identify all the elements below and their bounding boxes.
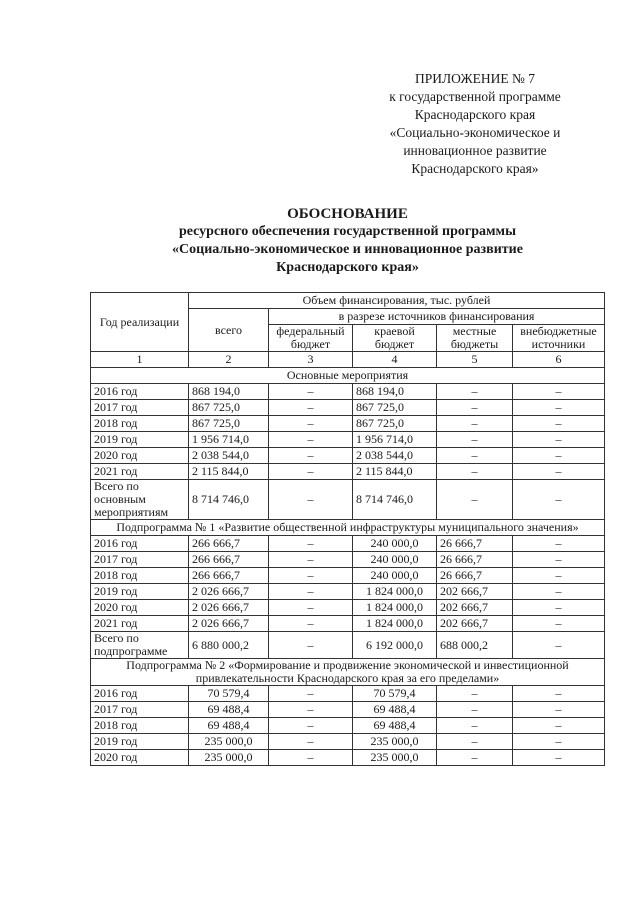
table-row xyxy=(91,734,605,750)
extra-cell: – xyxy=(513,416,605,432)
local-cell: 688 000,2 xyxy=(437,632,513,659)
col-number: 2 xyxy=(189,352,269,368)
year-cell: 2020 год xyxy=(91,600,189,616)
extra-cell: – xyxy=(513,384,605,400)
regional-cell: 2 038 544,0 xyxy=(353,448,437,464)
year-cell: 2018 год xyxy=(91,718,189,734)
extra-cell: – xyxy=(513,432,605,448)
total-cell: 266 666,7 xyxy=(189,568,269,584)
federal-cell: – xyxy=(269,750,353,766)
regional-cell: 1 824 000,0 xyxy=(353,584,437,600)
extra-cell: – xyxy=(513,734,605,750)
year-cell: 2019 год xyxy=(91,584,189,600)
extra-cell: – xyxy=(513,718,605,734)
extra-cell: – xyxy=(513,616,605,632)
table-row xyxy=(91,584,605,600)
regional-cell: 240 000,0 xyxy=(353,568,437,584)
regional-cell: 69 488,4 xyxy=(353,718,437,734)
table-row xyxy=(91,750,605,766)
total-row xyxy=(91,480,605,520)
regional-cell: 8 714 746,0 xyxy=(353,480,437,520)
year-cell: 2018 год xyxy=(91,416,189,432)
col-number: 1 xyxy=(91,352,189,368)
extra-cell: – xyxy=(513,480,605,520)
regional-cell: 6 192 000,0 xyxy=(353,632,437,659)
header-local: местные бюджеты xyxy=(437,325,513,352)
regional-cell: 867 725,0 xyxy=(353,400,437,416)
financing-table xyxy=(90,292,605,766)
federal-cell: – xyxy=(269,536,353,552)
total-cell: 235 000,0 xyxy=(189,734,269,750)
local-cell: 26 666,7 xyxy=(437,568,513,584)
table-row xyxy=(91,448,605,464)
federal-cell: – xyxy=(269,400,353,416)
total-cell: 266 666,7 xyxy=(189,536,269,552)
year-cell: 2016 год xyxy=(91,536,189,552)
header-by-source: в разрезе источников финансирования xyxy=(269,309,605,325)
table-row xyxy=(91,464,605,480)
federal-cell: – xyxy=(269,480,353,520)
federal-cell: – xyxy=(269,600,353,616)
federal-cell: – xyxy=(269,432,353,448)
section-title: Основные мероприятия xyxy=(91,368,605,384)
regional-cell: 235 000,0 xyxy=(353,750,437,766)
year-cell: 2021 год xyxy=(91,464,189,480)
table-row xyxy=(91,400,605,416)
total-cell: 867 725,0 xyxy=(189,400,269,416)
total-label: Всего по основным мероприятиям xyxy=(91,480,189,520)
total-cell: 2 115 844,0 xyxy=(189,464,269,480)
header-total: всего xyxy=(189,309,269,352)
appendix-line: ПРИЛОЖЕНИЕ № 7 xyxy=(414,71,536,86)
local-cell: 26 666,7 xyxy=(437,552,513,568)
local-cell: – xyxy=(437,432,513,448)
total-cell: 867 725,0 xyxy=(189,416,269,432)
table-row xyxy=(91,432,605,448)
regional-cell: 1 824 000,0 xyxy=(353,600,437,616)
federal-cell: – xyxy=(269,686,353,702)
regional-cell: 240 000,0 xyxy=(353,536,437,552)
column-number-row xyxy=(91,352,605,368)
local-cell: – xyxy=(437,750,513,766)
local-cell: – xyxy=(437,448,513,464)
extra-cell: – xyxy=(513,568,605,584)
col-number: 5 xyxy=(437,352,513,368)
appendix-block xyxy=(370,70,580,178)
heading-line: Краснодарского края» xyxy=(276,260,419,275)
year-cell: 2020 год xyxy=(91,448,189,464)
federal-cell: – xyxy=(269,552,353,568)
section-title: Подпрограмма № 2 «Формирование и продвижение экономической и инвестиционной привлекательности Краснодарского края за его пределами» xyxy=(91,659,605,686)
local-cell: – xyxy=(437,718,513,734)
table-row xyxy=(91,552,605,568)
regional-cell: 70 579,4 xyxy=(353,686,437,702)
section-title: Подпрограмма № 1 «Развитие общественной инфраструктуры муниципального значения» xyxy=(91,520,605,536)
regional-cell: 235 000,0 xyxy=(353,734,437,750)
total-cell: 1 956 714,0 xyxy=(189,432,269,448)
local-cell: 26 666,7 xyxy=(437,536,513,552)
table-row xyxy=(91,616,605,632)
extra-cell: – xyxy=(513,632,605,659)
year-cell: 2018 год xyxy=(91,568,189,584)
regional-cell: 867 725,0 xyxy=(353,416,437,432)
federal-cell: – xyxy=(269,384,353,400)
total-cell: 235 000,0 xyxy=(189,750,269,766)
extra-cell: – xyxy=(513,464,605,480)
appendix-line: Краснодарского края xyxy=(414,107,536,122)
table-row xyxy=(91,600,605,616)
federal-cell: – xyxy=(269,584,353,600)
total-cell: 2 026 666,7 xyxy=(189,616,269,632)
table-row xyxy=(91,416,605,432)
total-cell: 69 488,4 xyxy=(189,702,269,718)
extra-cell: – xyxy=(513,400,605,416)
year-cell: 2019 год xyxy=(91,432,189,448)
extra-cell: – xyxy=(513,448,605,464)
regional-cell: 2 115 844,0 xyxy=(353,464,437,480)
local-cell: 202 666,7 xyxy=(437,616,513,632)
year-cell: 2020 год xyxy=(91,750,189,766)
total-cell: 2 026 666,7 xyxy=(189,600,269,616)
local-cell: 202 666,7 xyxy=(437,600,513,616)
year-cell: 2017 год xyxy=(91,400,189,416)
federal-cell: – xyxy=(269,448,353,464)
heading-line: ресурсного обеспечения государственной программы xyxy=(178,224,517,239)
total-row xyxy=(91,632,605,659)
appendix-line: инновационное развитие xyxy=(403,143,547,158)
year-cell: 2017 год xyxy=(91,552,189,568)
total-cell: 2 026 666,7 xyxy=(189,584,269,600)
federal-cell: – xyxy=(269,616,353,632)
local-cell: – xyxy=(437,686,513,702)
table-row xyxy=(91,384,605,400)
federal-cell: – xyxy=(269,734,353,750)
col-number: 6 xyxy=(513,352,605,368)
federal-cell: – xyxy=(269,632,353,659)
table-row xyxy=(91,686,605,702)
federal-cell: – xyxy=(269,568,353,584)
local-cell: – xyxy=(437,480,513,520)
header-year: Год реализации xyxy=(91,293,189,352)
local-cell: – xyxy=(437,702,513,718)
year-cell: 2021 год xyxy=(91,616,189,632)
regional-cell: 69 488,4 xyxy=(353,702,437,718)
regional-cell: 1 824 000,0 xyxy=(353,616,437,632)
year-cell: 2019 год xyxy=(91,734,189,750)
col-number: 3 xyxy=(269,352,353,368)
total-cell: 868 194,0 xyxy=(189,384,269,400)
header-regional: краевой бюджет xyxy=(353,325,437,352)
extra-cell: – xyxy=(513,686,605,702)
local-cell: – xyxy=(437,384,513,400)
total-label: Всего по подпрограмме xyxy=(91,632,189,659)
year-cell: 2017 год xyxy=(91,702,189,718)
header-extra: внебюджетные источники xyxy=(513,325,605,352)
appendix-line: Краснодарского края» xyxy=(411,161,539,176)
header-volume: Объем финансирования, тыс. рублей xyxy=(189,293,605,309)
year-cell: 2016 год xyxy=(91,686,189,702)
federal-cell: – xyxy=(269,718,353,734)
regional-cell: 240 000,0 xyxy=(353,552,437,568)
extra-cell: – xyxy=(513,600,605,616)
appendix-line: «Социально-экономическое и xyxy=(389,125,561,140)
heading-title: ОБОСНОВАНИЕ xyxy=(287,206,408,222)
extra-cell: – xyxy=(513,552,605,568)
extra-cell: – xyxy=(513,536,605,552)
local-cell: – xyxy=(437,464,513,480)
table-row xyxy=(91,568,605,584)
local-cell: 202 666,7 xyxy=(437,584,513,600)
regional-cell: 868 194,0 xyxy=(353,384,437,400)
total-cell: 6 880 000,2 xyxy=(189,632,269,659)
header-federal: федеральный бюджет xyxy=(269,325,353,352)
total-cell: 266 666,7 xyxy=(189,552,269,568)
extra-cell: – xyxy=(513,584,605,600)
year-cell: 2016 год xyxy=(91,384,189,400)
local-cell: – xyxy=(437,416,513,432)
federal-cell: – xyxy=(269,464,353,480)
total-cell: 69 488,4 xyxy=(189,718,269,734)
table-row xyxy=(91,718,605,734)
table-row xyxy=(91,536,605,552)
table-row xyxy=(91,702,605,718)
regional-cell: 1 956 714,0 xyxy=(353,432,437,448)
local-cell: – xyxy=(437,734,513,750)
total-cell: 8 714 746,0 xyxy=(189,480,269,520)
extra-cell: – xyxy=(513,702,605,718)
federal-cell: – xyxy=(269,416,353,432)
extra-cell: – xyxy=(513,750,605,766)
federal-cell: – xyxy=(269,702,353,718)
document-heading xyxy=(120,205,575,277)
local-cell: – xyxy=(437,400,513,416)
appendix-line: к государственной программе xyxy=(389,89,561,104)
col-number: 4 xyxy=(353,352,437,368)
total-cell: 2 038 544,0 xyxy=(189,448,269,464)
heading-line: «Социально-экономическое и инновационное развитие xyxy=(172,242,523,257)
total-cell: 70 579,4 xyxy=(189,686,269,702)
